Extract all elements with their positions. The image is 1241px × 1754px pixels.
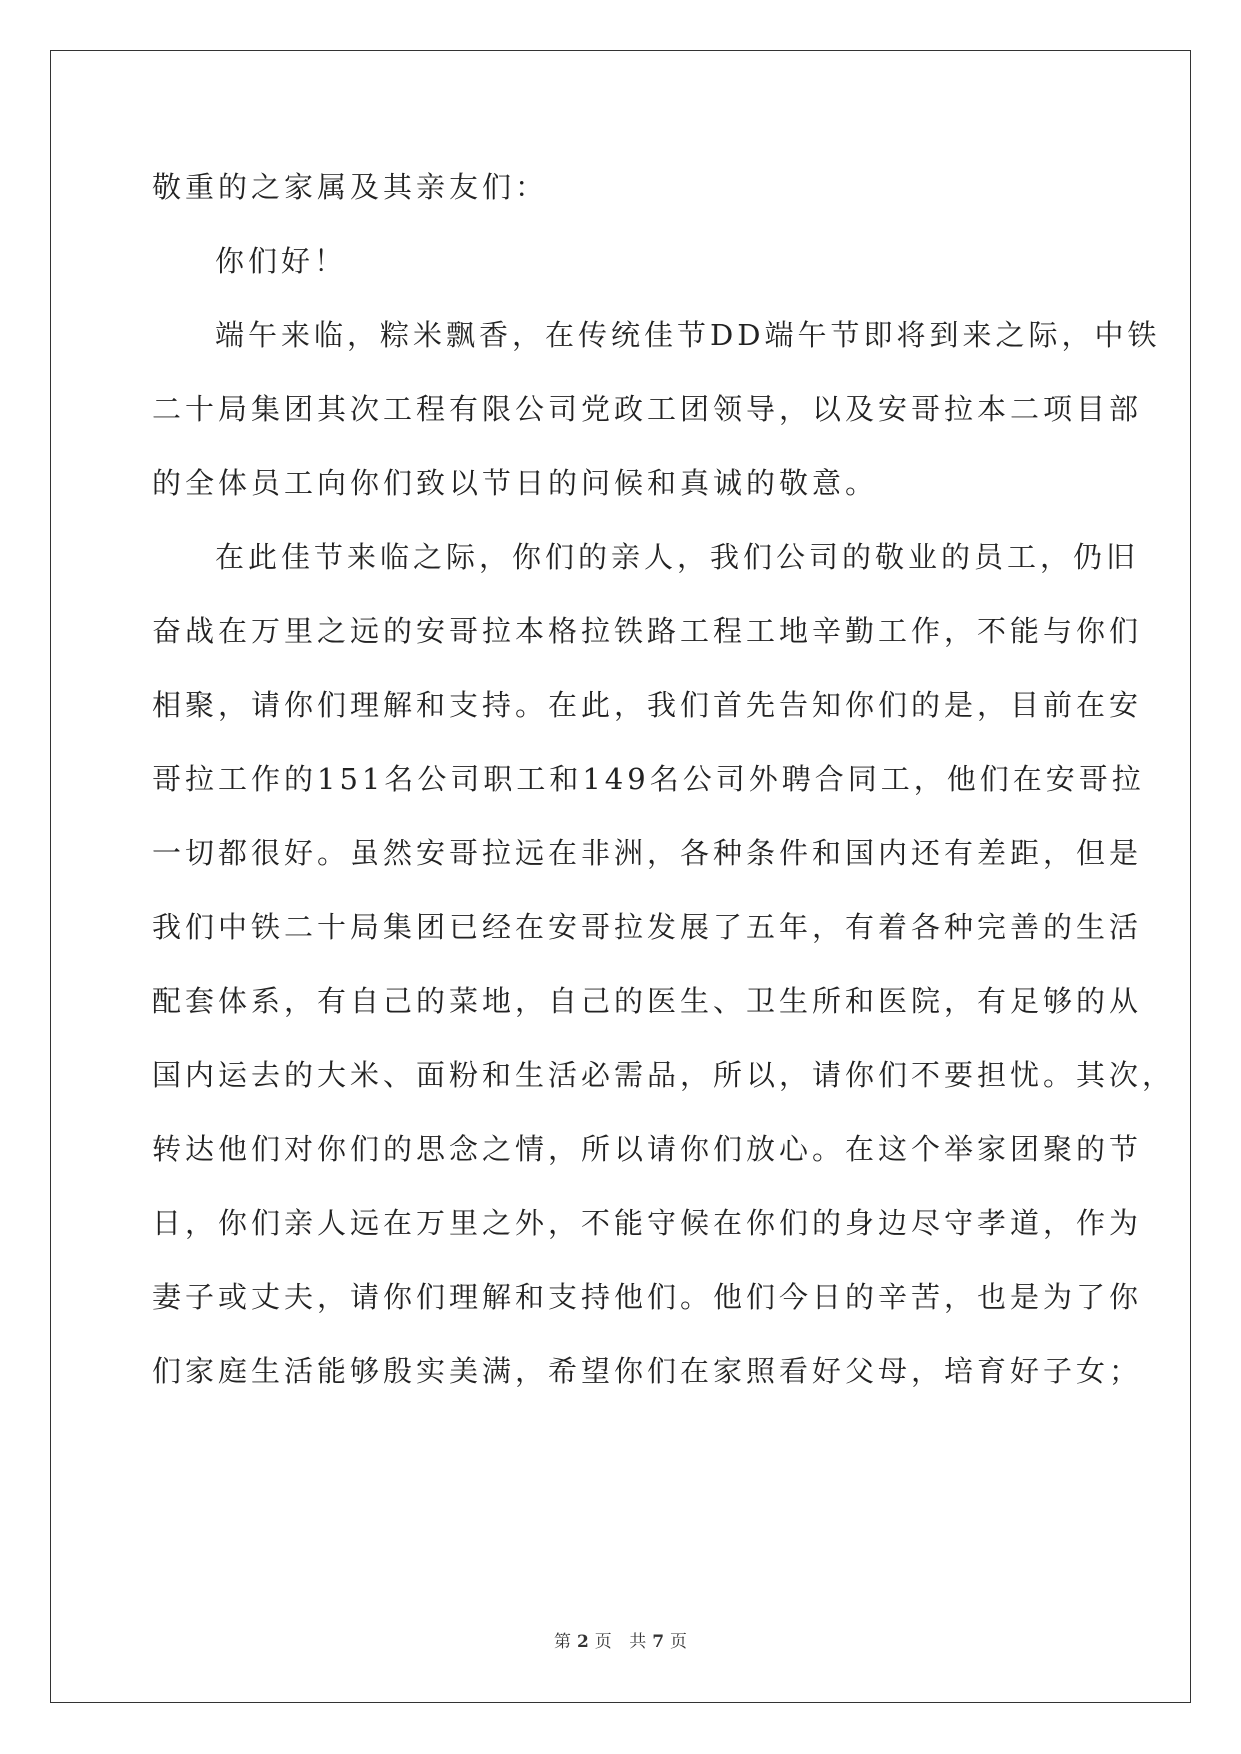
- paragraph-2-line-8: 国内运去的大米、面粉和生活必需品，所以，请你们不要担忧。其次，: [152, 1058, 1176, 1092]
- page-indicator: [551, 1632, 615, 1652]
- greeting-line: 你们好！: [215, 244, 348, 278]
- paragraph-2-line-7: 配套体系，有自己的菜地，自己的医生、卫生所和医院，有足够的从: [152, 984, 1143, 1018]
- total-unit: 页: [670, 1632, 688, 1652]
- letter-body: [152, 165, 1176, 1423]
- total-indicator: [626, 1632, 690, 1652]
- paragraph-2-line-10: 日，你们亲人远在万里之外，不能守候在你们的身边尽守孝道，作为: [152, 1206, 1143, 1240]
- salutation-line: 敬重的之家属及其亲友们：: [152, 170, 549, 204]
- paragraph-1-line-1: 端午来临，粽米飘香，在传统佳节DD端午节即将到来之际，中铁: [215, 318, 1161, 352]
- paragraph-2-line-2: 奋战在万里之远的安哥拉本格拉铁路工程工地辛勤工作，不能与你们: [152, 614, 1143, 648]
- paragraph-2-line-9: 转达他们对你们的思念之情，所以请你们放心。在这个举家团聚的节: [152, 1132, 1143, 1166]
- paragraph-2-line-3: 相聚，请你们理解和支持。在此，我们首先告知你们的是，目前在安: [152, 688, 1143, 722]
- page-footer: [0, 1627, 1241, 1652]
- paragraph-2-line-12: 们家庭生活能够殷实美满，希望你们在家照看好父母，培育好子女；: [152, 1354, 1143, 1388]
- paragraph-2-line-11: 妻子或丈夫，请你们理解和支持他们。他们今日的辛苦，也是为了你: [152, 1280, 1143, 1314]
- total-page-number: 7: [652, 1632, 665, 1652]
- paragraph-2-line-5: 一切都很好。虽然安哥拉远在非洲，各种条件和国内还有差距，但是: [152, 836, 1143, 870]
- page-prefix: 第: [553, 1632, 571, 1652]
- paragraph-2-line-1: 在此佳节来临之际，你们的亲人，我们公司的敬业的员工，仍旧: [215, 540, 1140, 574]
- page-unit: 页: [594, 1632, 612, 1652]
- paragraph-1-line-3: 的全体员工向你们致以节日的问候和真诚的敬意。: [152, 466, 879, 500]
- total-prefix: 共: [629, 1632, 647, 1652]
- paragraph-2-line-4: 哥拉工作的151名公司职工和149名公司外聘合同工，他们在安哥拉: [152, 762, 1145, 796]
- paragraph-2-line-6: 我们中铁二十局集团已经在安哥拉发展了五年，有着各种完善的生活: [152, 910, 1143, 944]
- paragraph-1-line-2: 二十局集团其次工程有限公司党政工团领导，以及安哥拉本二项目部: [152, 392, 1143, 426]
- current-page-number: 2: [576, 1632, 589, 1652]
